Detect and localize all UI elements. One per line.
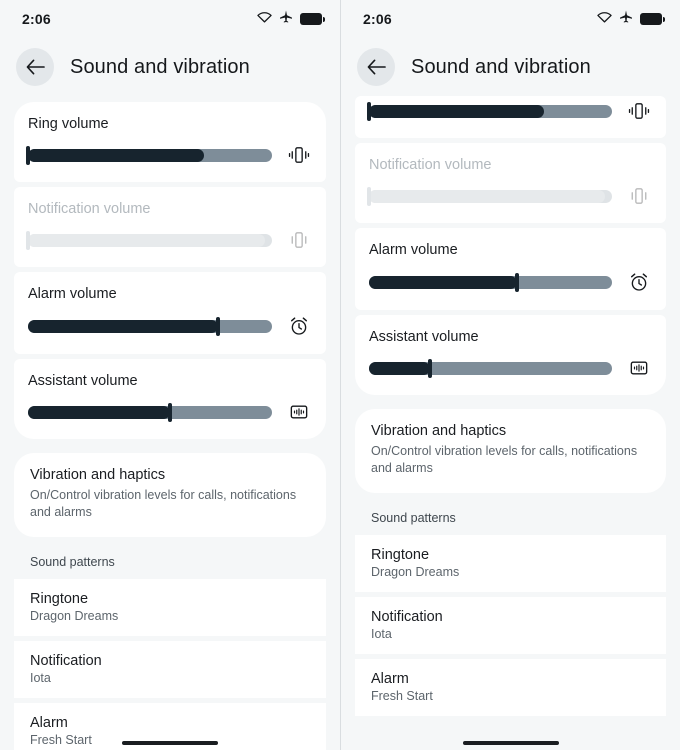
status-icons [257, 10, 322, 28]
home-indicator-right [463, 741, 559, 745]
sound-patterns-header: Sound patterns [371, 510, 456, 525]
alarm-clock-icon [286, 316, 312, 336]
assistant-volume-label: Assistant volume [369, 329, 479, 345]
page-header-right [341, 38, 680, 102]
airplane-mode-icon [279, 10, 293, 28]
notification-vibrate-icon [286, 231, 312, 249]
wifi-icon [597, 10, 612, 28]
list-item-ringtone[interactable] [14, 579, 326, 636]
ring-volume-slider[interactable] [28, 149, 272, 162]
vibration-and-haptics-item[interactable] [14, 453, 326, 537]
status-clock-right: 2:06 [363, 11, 392, 27]
vibration-and-haptics-item[interactable] [355, 409, 666, 493]
settings-list-left [0, 102, 340, 750]
vibration-title: Vibration and haptics [371, 423, 507, 439]
back-button[interactable] [357, 48, 395, 86]
alarm-title: Alarm [371, 670, 409, 687]
status-bar-right [341, 0, 680, 38]
notification-volume-label: Notification volume [369, 157, 492, 173]
battery-full-icon [300, 13, 322, 25]
ring-volume-slider[interactable] [369, 105, 612, 118]
notification-value: Iota [371, 626, 392, 641]
notification-volume-slider[interactable] [369, 190, 612, 203]
alarm-clock-icon [626, 272, 652, 292]
slider-card-notification[interactable] [355, 143, 666, 223]
sound-patterns-header: Sound patterns [30, 554, 115, 569]
alarm-volume-slider[interactable] [28, 320, 272, 333]
assistant-volume-label: Assistant volume [28, 373, 138, 389]
status-icons-right [597, 10, 662, 28]
vibration-subtitle: On/Control vibration levels for calls, notifications and alarms [371, 444, 638, 475]
wifi-icon [257, 10, 272, 28]
back-button[interactable] [16, 48, 54, 86]
slider-card-ring-partial[interactable] [355, 96, 666, 138]
settings-list-right [341, 96, 680, 716]
ringtone-title: Ringtone [30, 590, 89, 607]
ringtone-value: Dragon Dreams [30, 608, 119, 623]
battery-full-icon [640, 13, 662, 25]
airplane-mode-icon [619, 10, 633, 28]
slider-card-assistant[interactable] [14, 359, 326, 439]
list-item-notification[interactable] [355, 597, 666, 654]
notification-volume-slider[interactable] [28, 234, 272, 247]
notification-title: Notification [371, 608, 443, 625]
slider-card-ring[interactable] [14, 102, 326, 182]
status-bar-left [0, 0, 340, 38]
ringtone-title: Ringtone [371, 546, 430, 563]
assistant-speaker-icon [286, 403, 312, 421]
alarm-volume-slider[interactable] [369, 276, 612, 289]
assistant-volume-slider[interactable] [369, 362, 612, 375]
page-title: Sound and vibration [70, 55, 250, 78]
alarm-volume-label: Alarm volume [369, 242, 458, 258]
list-item-notification[interactable] [14, 641, 326, 698]
page-header-left [0, 38, 340, 102]
status-clock: 2:06 [22, 11, 51, 27]
ring-volume-label: Ring volume [28, 116, 109, 132]
slider-card-notification[interactable] [14, 187, 326, 267]
alarm-title: Alarm [30, 714, 68, 731]
alarm-volume-label: Alarm volume [28, 286, 117, 302]
slider-card-assistant[interactable] [355, 315, 666, 395]
notification-volume-label: Notification volume [28, 201, 151, 217]
ringtone-value: Dragon Dreams [371, 564, 460, 579]
notification-vibrate-icon [626, 187, 652, 205]
ring-vibrate-icon [626, 102, 652, 120]
slider-card-alarm[interactable] [355, 228, 666, 310]
vibration-title: Vibration and haptics [30, 467, 166, 483]
ring-vibrate-icon [286, 146, 312, 164]
home-indicator-left [122, 741, 218, 745]
list-item-ringtone[interactable] [355, 535, 666, 592]
assistant-volume-slider[interactable] [28, 406, 272, 419]
phone-screen-right [340, 0, 680, 750]
alarm-value: Fresh Start [30, 732, 92, 747]
alarm-value: Fresh Start [371, 688, 433, 703]
vibration-subtitle: On/Control vibration levels for calls, notifications and alarms [30, 488, 297, 519]
page-title: Sound and vibration [411, 55, 591, 78]
slider-card-alarm[interactable] [14, 272, 326, 354]
notification-title: Notification [30, 652, 102, 669]
assistant-speaker-icon [626, 359, 652, 377]
list-item-alarm[interactable] [355, 659, 666, 716]
notification-value: Iota [30, 670, 51, 685]
